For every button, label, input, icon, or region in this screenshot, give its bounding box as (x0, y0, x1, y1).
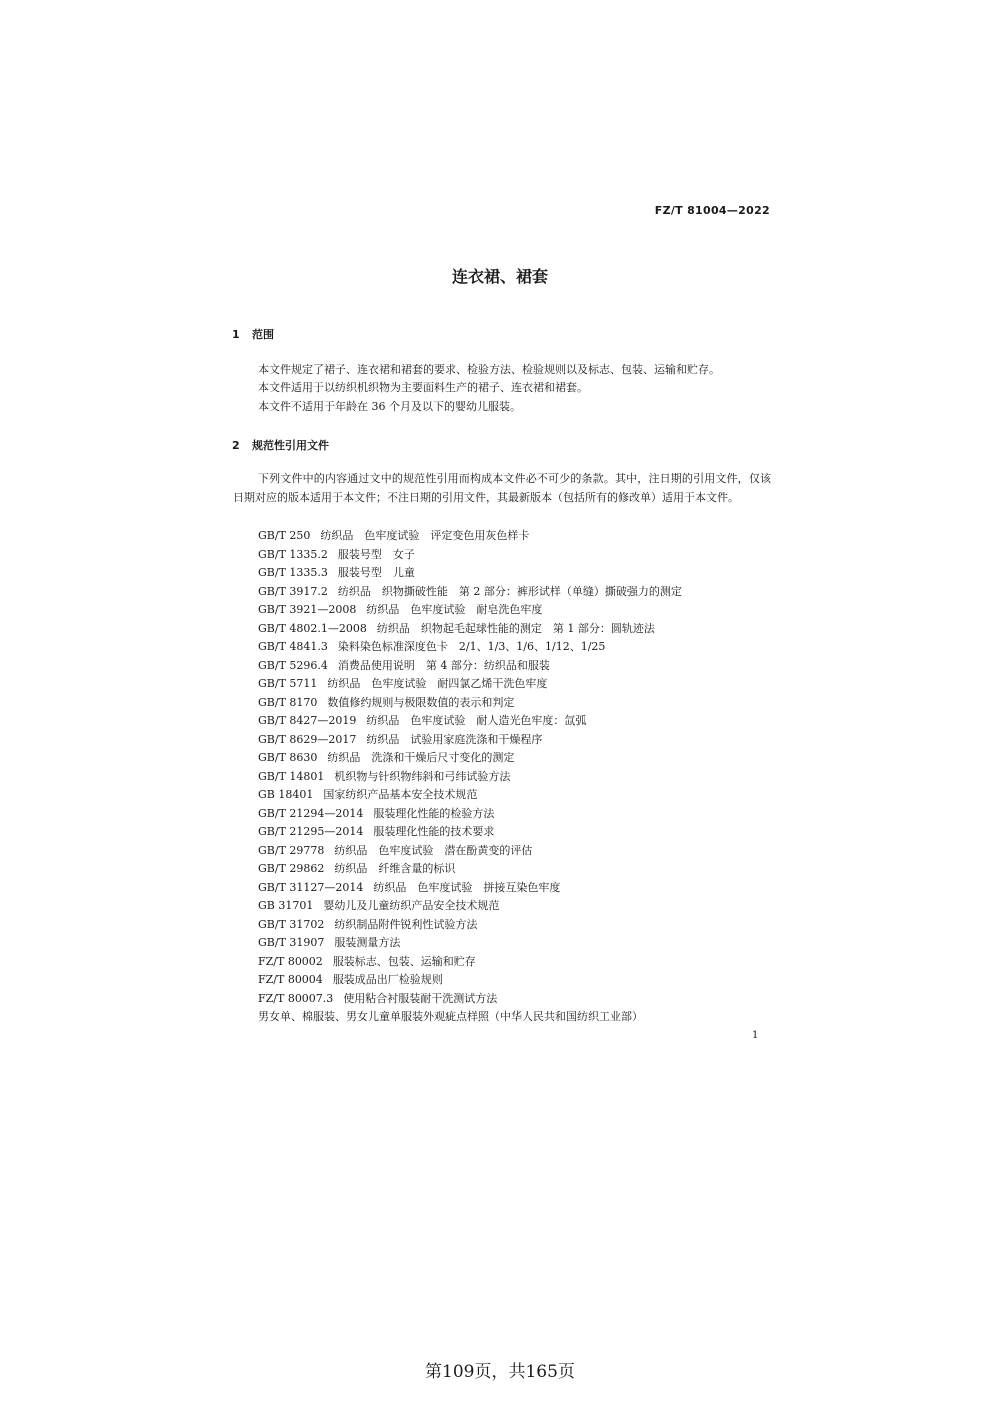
reference-code: GB/T 21294—2014 (258, 806, 364, 820)
section-title: 范围 (252, 328, 274, 341)
reference-code: GB/T 5711 (258, 677, 318, 690)
section-number: 1 (232, 328, 240, 341)
reference-code: GB/T 5296.4 (258, 658, 328, 672)
reference-title: 纺织品 色牢度试验 评定变色用灰色样卡 (320, 529, 530, 542)
reference-code: GB/T 31702 (258, 917, 325, 931)
reference-item (258, 805, 682, 824)
section-title: 规范性引用文件 (252, 439, 329, 452)
references-intro: 下列文件中的内容通过文中的规范性引用而构成本文件必不可少的条款。其中，注日期的引用文件，仅该日期对应的版本适用于本文件；不注日期的引用文件，其最新版本（包括所有的修改单）适用于本文件。 (233, 472, 771, 504)
reference-code: GB/T 8630 (258, 751, 318, 764)
reference-item (258, 860, 682, 879)
reference-title: 纺织品 纤维含量的标识 (334, 862, 456, 875)
reference-code: GB 18401 (258, 788, 314, 801)
reference-code: FZ/T 80007.3 (258, 991, 334, 1005)
reference-title: 纺织品 试验用家庭洗涤和干燥程序 (366, 732, 543, 746)
reference-title: 纺织品 织物撕破性能 第 2 部分：裤形试样（单缝）撕破强力的测定 (337, 584, 682, 598)
reference-code: FZ/T 80002 (258, 954, 323, 968)
standard-code: FZ/T 81004—2022 (654, 204, 770, 217)
reference-title: 服装标志、包装、运输和贮存 (332, 954, 476, 968)
reference-item (258, 971, 682, 990)
reference-item (258, 953, 682, 972)
reference-item (258, 749, 682, 768)
reference-code: GB/T 14801 (258, 769, 325, 783)
reference-code: GB/T 8170 (258, 695, 318, 709)
section-heading-scope (232, 326, 274, 342)
reference-title: 纺织品 色牢度试验 耐皂洗色牢度 (366, 603, 543, 616)
reference-code: GB/T 4802.1—2008 (258, 621, 367, 635)
reference-code: FZ/T 80004 (258, 973, 323, 986)
reference-title: 纺织品 色牢度试验 耐人造光色牢度：氙弧 (366, 714, 587, 727)
scope-paragraph: 本文件不适用于年龄在 36 个月及以下的婴幼儿服装。 (258, 400, 521, 413)
reference-title: 纺织品 色牢度试验 耐四氯乙烯干洗色牢度 (327, 677, 548, 690)
page-footer: 第109页，共165页 (425, 1362, 575, 1382)
reference-item (258, 546, 682, 565)
reference-list (258, 527, 682, 1027)
reference-title: 使用粘合衬服装耐干洗测试方法 (343, 991, 498, 1005)
reference-item (258, 675, 682, 694)
reference-title: 服装理化性能的检验方法 (373, 806, 495, 820)
reference-item (258, 842, 682, 861)
reference-title: 纺织制品附件锐利性试验方法 (334, 917, 478, 931)
reference-code: GB/T 3917.2 (258, 584, 328, 598)
reference-title: 纺织品 色牢度试验 拼接互染色牢度 (373, 880, 561, 894)
reference-item (258, 731, 682, 750)
reference-title: 染料染色标准深度色卡 2/1、1/3、1/6、1/12、1/25 (337, 640, 606, 653)
reference-title: 纺织品 色牢度试验 潜在酚黄变的评估 (334, 843, 533, 857)
reference-code: GB/T 31127—2014 (258, 880, 364, 894)
reference-title: 纺织品 洗涤和干燥后尺寸变化的测定 (327, 751, 515, 764)
reference-code: GB/T 29778 (258, 843, 325, 857)
reference-item (258, 620, 682, 639)
reference-code: GB/T 1335.2 (258, 547, 328, 561)
reference-title: 服装成品出厂检验规则 (332, 973, 443, 986)
reference-title: 机织物与针织物纬斜和弓纬试验方法 (334, 769, 511, 783)
reference-code: GB/T 21295—2014 (258, 825, 364, 838)
reference-code: GB/T 3921—2008 (258, 603, 357, 616)
reference-item (258, 712, 682, 731)
reference-title: 婴幼儿及儿童纺织产品安全技术规范 (323, 899, 500, 912)
reference-item (258, 879, 682, 898)
reference-title: 服装号型 儿童 (337, 566, 415, 579)
reference-item (258, 786, 682, 805)
reference-item (258, 657, 682, 676)
reference-item (258, 1008, 682, 1027)
reference-code: GB/T 31907 (258, 936, 325, 949)
reference-title: 数值修约规则与极限数值的表示和判定 (327, 695, 515, 709)
reference-code: GB/T 8629—2017 (258, 732, 357, 746)
reference-item (258, 897, 682, 916)
reference-title: 国家纺织产品基本安全技术规范 (323, 788, 478, 801)
section-heading-normative-references (232, 437, 329, 453)
reference-item (258, 768, 682, 787)
reference-code: GB 31701 (258, 899, 314, 912)
page-number: 1 (752, 1030, 759, 1041)
reference-code: GB/T 8427—2019 (258, 714, 357, 727)
document-title: 连衣裙、裙套 (451, 267, 548, 286)
reference-item (258, 564, 682, 583)
section-number: 2 (232, 439, 240, 452)
reference-item (258, 916, 682, 935)
reference-item (258, 527, 682, 546)
reference-item (258, 990, 682, 1009)
reference-title: 服装测量方法 (334, 936, 401, 949)
reference-title: 服装理化性能的技术要求 (373, 825, 495, 838)
reference-item (258, 601, 682, 620)
reference-item (258, 583, 682, 602)
reference-item (258, 823, 682, 842)
reference-code: GB/T 1335.3 (258, 566, 328, 579)
reference-title: 服装号型 女子 (337, 547, 415, 561)
reference-code: GB/T 4841.3 (258, 640, 328, 653)
reference-code: GB/T 29862 (258, 862, 325, 875)
reference-code: GB/T 250 (258, 529, 311, 542)
reference-item (258, 934, 682, 953)
scope-paragraph: 本文件规定了裙子、连衣裙和裙套的要求、检验方法、检验规则以及标志、包装、运输和贮存。 (258, 363, 720, 376)
reference-item (258, 638, 682, 657)
reference-title: 消费品使用说明 第 4 部分：纺织品和服装 (337, 658, 550, 672)
reference-item (258, 694, 682, 713)
reference-title: 纺织品 织物起毛起球性能的测定 第 1 部分：圆轨迹法 (376, 621, 655, 635)
reference-title: 男女单、棉服装、男女儿童单服装外观疵点样照（中华人民共和国纺织工业部） (258, 1010, 643, 1023)
scope-paragraph: 本文件适用于以纺织机织物为主要面料生产的裙子、连衣裙和裙套。 (258, 381, 588, 394)
